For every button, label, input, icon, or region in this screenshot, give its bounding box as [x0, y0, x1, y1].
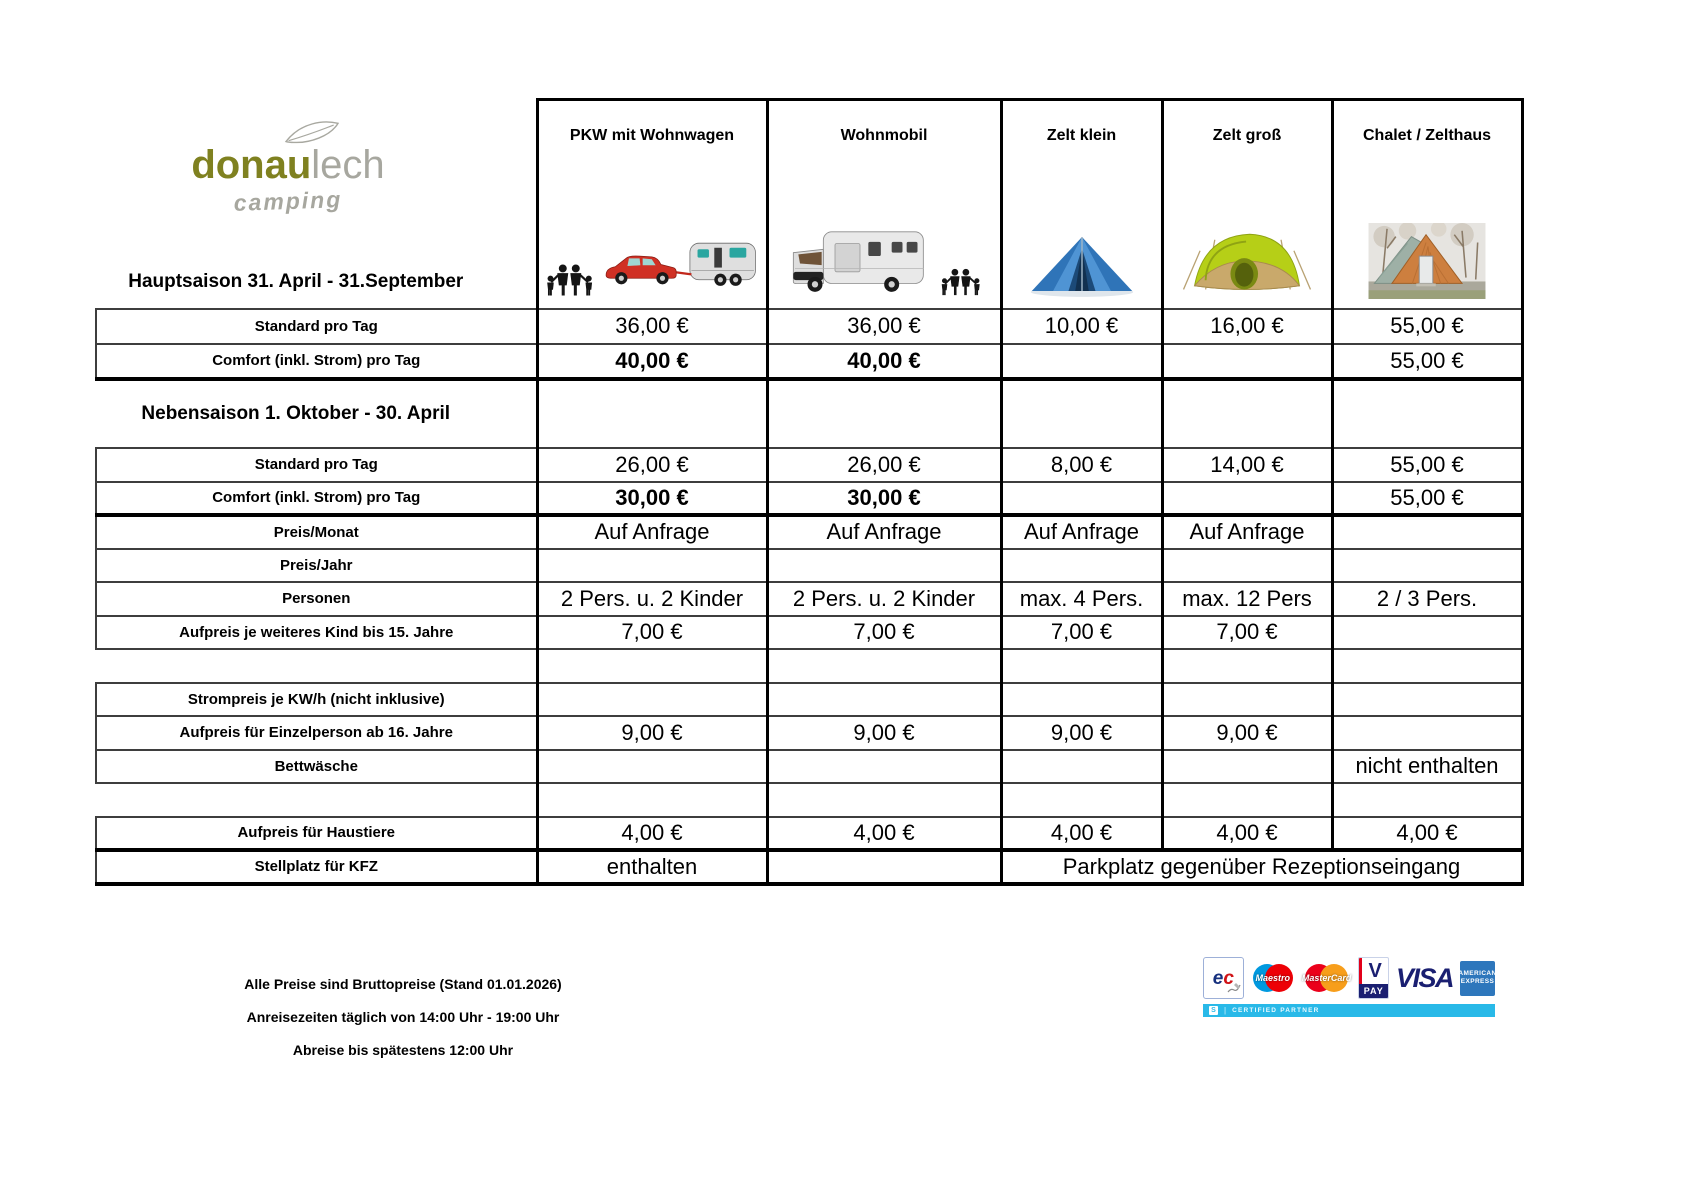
price-cell: Auf Anfrage: [537, 515, 767, 549]
leaf-icon: [280, 119, 344, 145]
row-haustiere: [96, 817, 1522, 850]
row-gap: [96, 783, 1522, 817]
table-header-row: [96, 100, 1522, 309]
capacity-cell: max. 12 Pers: [1162, 582, 1332, 616]
price-cell: [1332, 716, 1522, 750]
season-heading-nebensaison: Nebensaison 1. Oktober - 30. April: [141, 402, 451, 424]
brand-wordmark: [168, 142, 408, 187]
car-with-caravan-icon: [600, 227, 760, 299]
brand-word-primary: donau: [191, 142, 312, 187]
price-cell: 4,00 €: [1162, 817, 1332, 850]
chalet-photo: [1367, 223, 1487, 299]
price-cell: [1001, 750, 1162, 783]
payment-partner-logo: S: [1209, 1006, 1218, 1015]
family-icon: [544, 261, 596, 299]
row-label: Personen: [96, 582, 537, 616]
row-strompreis: [96, 683, 1522, 716]
price-cell: 9,00 €: [767, 716, 1001, 750]
capacity-cell: 2 Pers. u. 2 Kinder: [767, 582, 1001, 616]
capacity-cell: 2 Pers. u. 2 Kinder: [537, 582, 767, 616]
row-einzelperson: [96, 716, 1522, 750]
row-label: Strompreis je KW/h (nicht inklusive): [96, 683, 537, 716]
certified-partner-label: CERTIFIED PARTNER: [1232, 1007, 1320, 1014]
gap-cell: [96, 783, 537, 817]
column-label: Chalet / Zelthaus: [1362, 127, 1492, 145]
price-cell: [537, 549, 767, 582]
empty-cell: [767, 783, 1001, 817]
brand-cell: [96, 100, 537, 309]
price-cell: 36,00 €: [767, 309, 1001, 344]
price-cell: [1162, 750, 1332, 783]
capacity-cell: 2 / 3 Pers.: [1332, 582, 1522, 616]
row-hauptsaison-comfort: [96, 344, 1522, 379]
empty-cell: [767, 850, 1001, 884]
row-label: Preis/Monat: [96, 515, 537, 549]
row-gap: [96, 649, 1522, 683]
price-cell: 40,00 €: [537, 344, 767, 379]
price-table: [95, 98, 1524, 886]
family-icon: [939, 265, 983, 299]
price-cell: 7,00 €: [1162, 616, 1332, 649]
price-cell: 8,00 €: [1001, 448, 1162, 482]
season-heading-nebensaison-cell: [96, 379, 537, 448]
price-cell: nicht enthalten: [1332, 750, 1522, 783]
capacity-cell: max. 4 Pers.: [1001, 582, 1162, 616]
brand-tagline: camping: [233, 185, 343, 216]
season-heading-hauptsaison: Hauptsaison 31. April - 31.September: [128, 270, 464, 292]
row-preis-jahr: [96, 549, 1522, 582]
gap-cell: [96, 649, 537, 683]
row-nebensaison-heading: [96, 379, 1522, 448]
price-cell: 26,00 €: [537, 448, 767, 482]
footer-notes: [233, 976, 573, 1075]
price-cell: 30,00 €: [537, 482, 767, 515]
price-cell: 55,00 €: [1332, 309, 1522, 344]
mastercard-logo: [1302, 958, 1352, 998]
empty-cell: [537, 379, 767, 448]
price-cell: [1332, 515, 1522, 549]
brand-word-secondary: lech: [311, 142, 385, 187]
price-cell: 9,00 €: [537, 716, 767, 750]
row-bettwaesche: [96, 750, 1522, 783]
price-cell: [767, 549, 1001, 582]
row-label: Comfort (inkl. Strom) pro Tag: [96, 482, 537, 515]
large-tent-icon: [1178, 221, 1316, 299]
price-cell: 40,00 €: [767, 344, 1001, 379]
row-label: Stellplatz für KFZ: [96, 850, 537, 884]
price-cell: Auf Anfrage: [1162, 515, 1332, 549]
amex-logo: AMERICAN EXPRESS: [1460, 961, 1495, 996]
price-cell: [767, 750, 1001, 783]
row-stellplatz: [96, 850, 1522, 884]
empty-cell: [1332, 649, 1522, 683]
price-cell: 55,00 €: [1332, 344, 1522, 379]
empty-cell: [1332, 783, 1522, 817]
price-cell: 14,00 €: [1162, 448, 1332, 482]
price-cell: [1162, 549, 1332, 582]
row-label: Standard pro Tag: [96, 309, 537, 344]
row-aufpreis-kind: [96, 616, 1522, 649]
note-departure: Abreise bis spätestens 12:00 Uhr: [292, 1042, 514, 1058]
price-cell: [1162, 683, 1332, 716]
payment-strip: [1203, 957, 1495, 1017]
empty-cell: [767, 649, 1001, 683]
price-cell: 7,00 €: [1001, 616, 1162, 649]
row-label: Preis/Jahr: [96, 549, 537, 582]
column-header-pkw-wohnwagen: [537, 100, 767, 309]
price-cell: 9,00 €: [1001, 716, 1162, 750]
price-cell: [767, 683, 1001, 716]
ec-cash-logo: ec: [1203, 957, 1244, 999]
row-label: Aufpreis für Haustiere: [96, 817, 537, 850]
row-label: Bettwäsche: [96, 750, 537, 783]
price-cell: 9,00 €: [1162, 716, 1332, 750]
visa-logo: VISA: [1395, 963, 1453, 993]
empty-cell: [1162, 783, 1332, 817]
vpay-logo: [1358, 957, 1389, 999]
note-arrival: Anreisezeiten täglich von 14:00 Uhr - 19:00 Uhr: [246, 1009, 560, 1025]
small-tent-icon: [1026, 229, 1138, 299]
price-cell: 4,00 €: [767, 817, 1001, 850]
row-label: Aufpreis für Einzelperson ab 16. Jahre: [96, 716, 537, 750]
column-label: Wohnmobil: [840, 127, 928, 145]
row-nebensaison-comfort: [96, 482, 1522, 515]
row-label: Aufpreis je weiteres Kind bis 15. Jahre: [96, 616, 537, 649]
column-header-zelt-gross: [1162, 100, 1332, 309]
price-cell: 16,00 €: [1162, 309, 1332, 344]
price-cell: [1162, 344, 1332, 379]
vpay-pay-label: PAY: [1359, 984, 1388, 998]
column-header-chalet: [1332, 100, 1522, 309]
company-logo: [168, 119, 408, 215]
row-label: Standard pro Tag: [96, 448, 537, 482]
row-preis-monat: [96, 515, 1522, 549]
vpay-v-label: V: [1359, 958, 1388, 984]
price-cell: [1001, 482, 1162, 515]
price-cell: 7,00 €: [767, 616, 1001, 649]
row-label: Comfort (inkl. Strom) pro Tag: [96, 344, 537, 379]
column-label: PKW mit Wohnwagen: [569, 127, 735, 145]
price-cell: 26,00 €: [767, 448, 1001, 482]
price-cell: 4,00 €: [1001, 817, 1162, 850]
price-cell: 7,00 €: [537, 616, 767, 649]
empty-cell: [537, 649, 767, 683]
column-header-zelt-klein: [1001, 100, 1162, 309]
included-cell: enthalten: [537, 850, 767, 884]
price-cell: 55,00 €: [1332, 482, 1522, 515]
row-personen: [96, 582, 1522, 616]
price-cell: Auf Anfrage: [767, 515, 1001, 549]
signature-pen-icon: [1227, 982, 1241, 994]
price-cell: [1001, 344, 1162, 379]
column-label: Zelt klein: [1046, 127, 1117, 145]
row-hauptsaison-standard: [96, 309, 1522, 344]
maestro-logo: [1251, 958, 1295, 998]
empty-cell: [1162, 379, 1332, 448]
motorhome-icon: [785, 223, 935, 299]
price-cell: [1001, 549, 1162, 582]
empty-cell: [1332, 379, 1522, 448]
column-header-wohnmobil: [767, 100, 1001, 309]
empty-cell: [537, 783, 767, 817]
price-cell: 4,00 €: [537, 817, 767, 850]
empty-cell: [767, 379, 1001, 448]
price-cell: 4,00 €: [1332, 817, 1522, 850]
price-cell: 30,00 €: [767, 482, 1001, 515]
mastercard-label: MasterCard: [1301, 973, 1352, 983]
empty-cell: [1162, 649, 1332, 683]
column-label: Zelt groß: [1212, 127, 1282, 145]
maestro-label: Maestro: [1255, 973, 1291, 983]
ec-label: c: [1223, 967, 1234, 989]
price-cell: [1332, 549, 1522, 582]
price-cell: [537, 683, 767, 716]
row-nebensaison-standard: [96, 448, 1522, 482]
price-cell: [537, 750, 767, 783]
empty-cell: [1001, 783, 1162, 817]
parking-note-cell: Parkplatz gegenüber Rezeptionseingang: [1001, 850, 1522, 884]
empty-cell: [1001, 379, 1162, 448]
price-cell: [1001, 683, 1162, 716]
price-cell: Auf Anfrage: [1001, 515, 1162, 549]
note-prices: Alle Preise sind Bruttopreise (Stand 01.01.2026): [244, 976, 562, 992]
price-cell: 10,00 €: [1001, 309, 1162, 344]
price-cell: 36,00 €: [537, 309, 767, 344]
price-cell: [1162, 482, 1332, 515]
price-cell: [1332, 683, 1522, 716]
empty-cell: [1001, 649, 1162, 683]
certified-partner-bar: S | CERTIFIED PARTNER: [1203, 1004, 1495, 1017]
price-cell: 55,00 €: [1332, 448, 1522, 482]
price-cell: [1332, 616, 1522, 649]
payment-cards: [1203, 957, 1495, 999]
